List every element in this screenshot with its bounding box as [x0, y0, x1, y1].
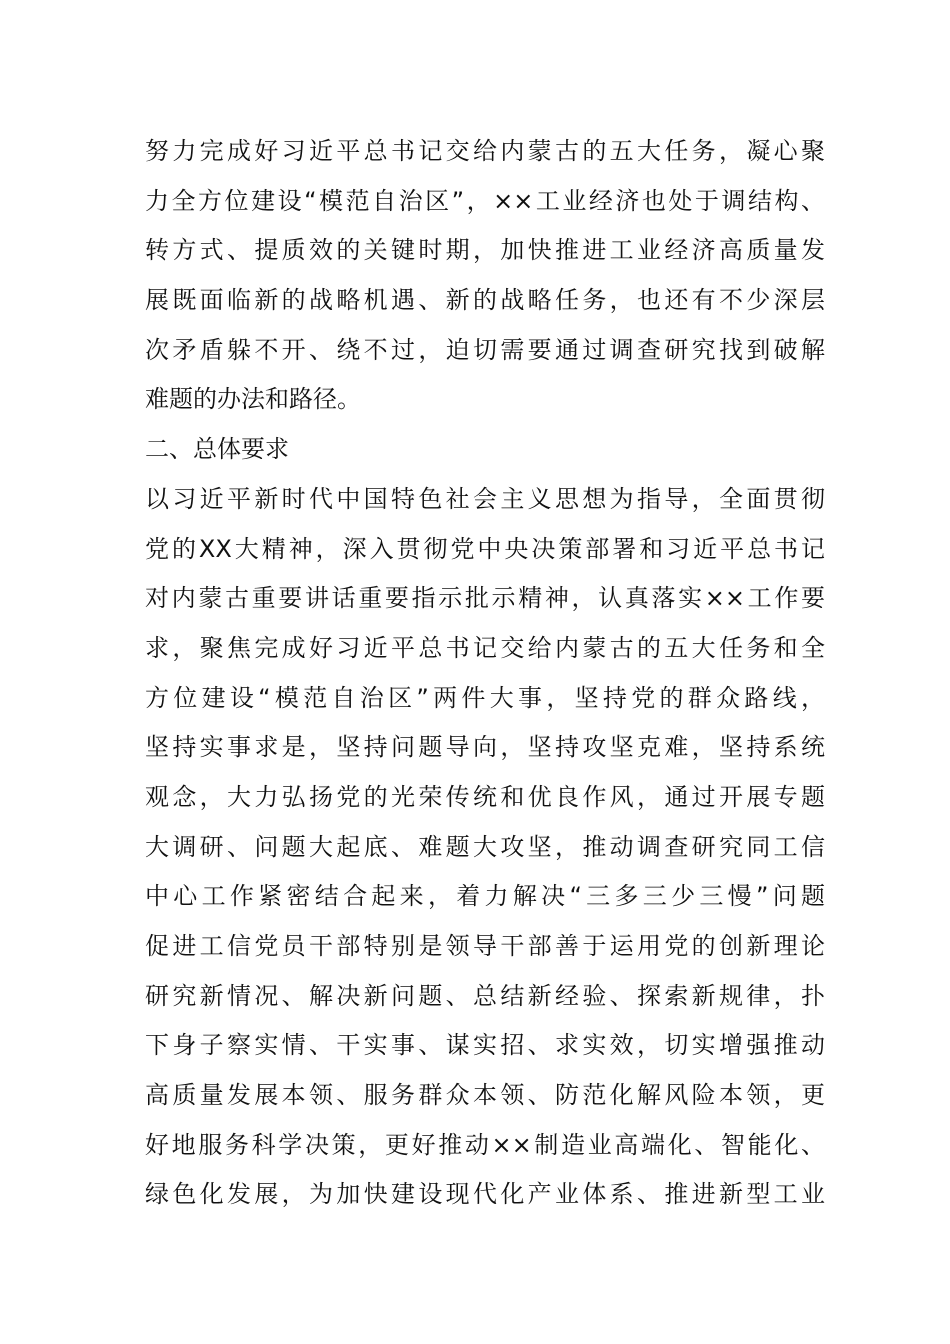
text-line-11: 求，聚焦完成好习近平总书记交给内蒙古的五大任务和全: [145, 633, 825, 662]
text-line-22: 绿色化发展，为加快建设现代化产业体系、推进新型工业: [145, 1180, 825, 1209]
text-line-2: 力全方位建设“模范自治区”，××工业经济也处于调结构、: [145, 186, 825, 215]
text-line-15: 大调研、问题大起底、难题大攻坚，推动调查研究同工信: [145, 832, 825, 861]
text-line-19: 下身子察实情、干实事、谋实招、求实效，切实增强推动: [145, 1031, 825, 1060]
text-line-3: 转方式、提质效的关键时期，加快推进工业经济高质量发: [145, 236, 825, 265]
text-line-6: 难题的办法和路径。: [145, 385, 361, 414]
text-line-14: 观念，大力弘扬党的光荣传统和优良作风，通过开展专题: [145, 782, 825, 811]
text-line-21: 好地服务科学决策，更好推动××制造业高端化、智能化、: [145, 1130, 825, 1159]
text-line-16: 中心工作紧密结合起来，着力解决“三多三少三慢”问题: [145, 882, 825, 911]
text-line-5: 次矛盾躲不开、绕不过，迫切需要通过调查研究找到破解: [145, 335, 825, 364]
section-heading: 二、总体要求: [145, 435, 289, 464]
text-line-1: 努力完成好习近平总书记交给内蒙古的五大任务，凝心聚: [145, 137, 825, 165]
text-line-13: 坚持实事求是，坚持问题导向，坚持攻坚克难，坚持系统: [145, 733, 825, 762]
text-line-18: 研究新情况、解决新问题、总结新经验、探索新规律，扑: [145, 981, 825, 1010]
text-line-4: 展既面临新的战略机遇、新的战略任务，也还有不少深层: [145, 286, 825, 315]
text-line-17: 促进工信党员干部特别是领导干部善于运用党的创新理论: [145, 932, 825, 960]
document-body: [145, 127, 825, 1220]
text-line-9: 党的XX大精神，深入贯彻党中央决策部署和习近平总书记: [145, 534, 825, 563]
text-line-8: 以习近平新时代中国特色社会主义思想为指导，全面贯彻: [145, 484, 825, 513]
text-line-20: 高质量发展本领、服务群众本领、防范化解风险本领，更: [145, 1081, 825, 1110]
text-line-10: 对内蒙古重要讲话重要指示批示精神，认真落实××工作要: [145, 584, 825, 613]
text-line-12: 方位建设“模范自治区”两件大事，坚持党的群众路线，: [145, 683, 825, 712]
